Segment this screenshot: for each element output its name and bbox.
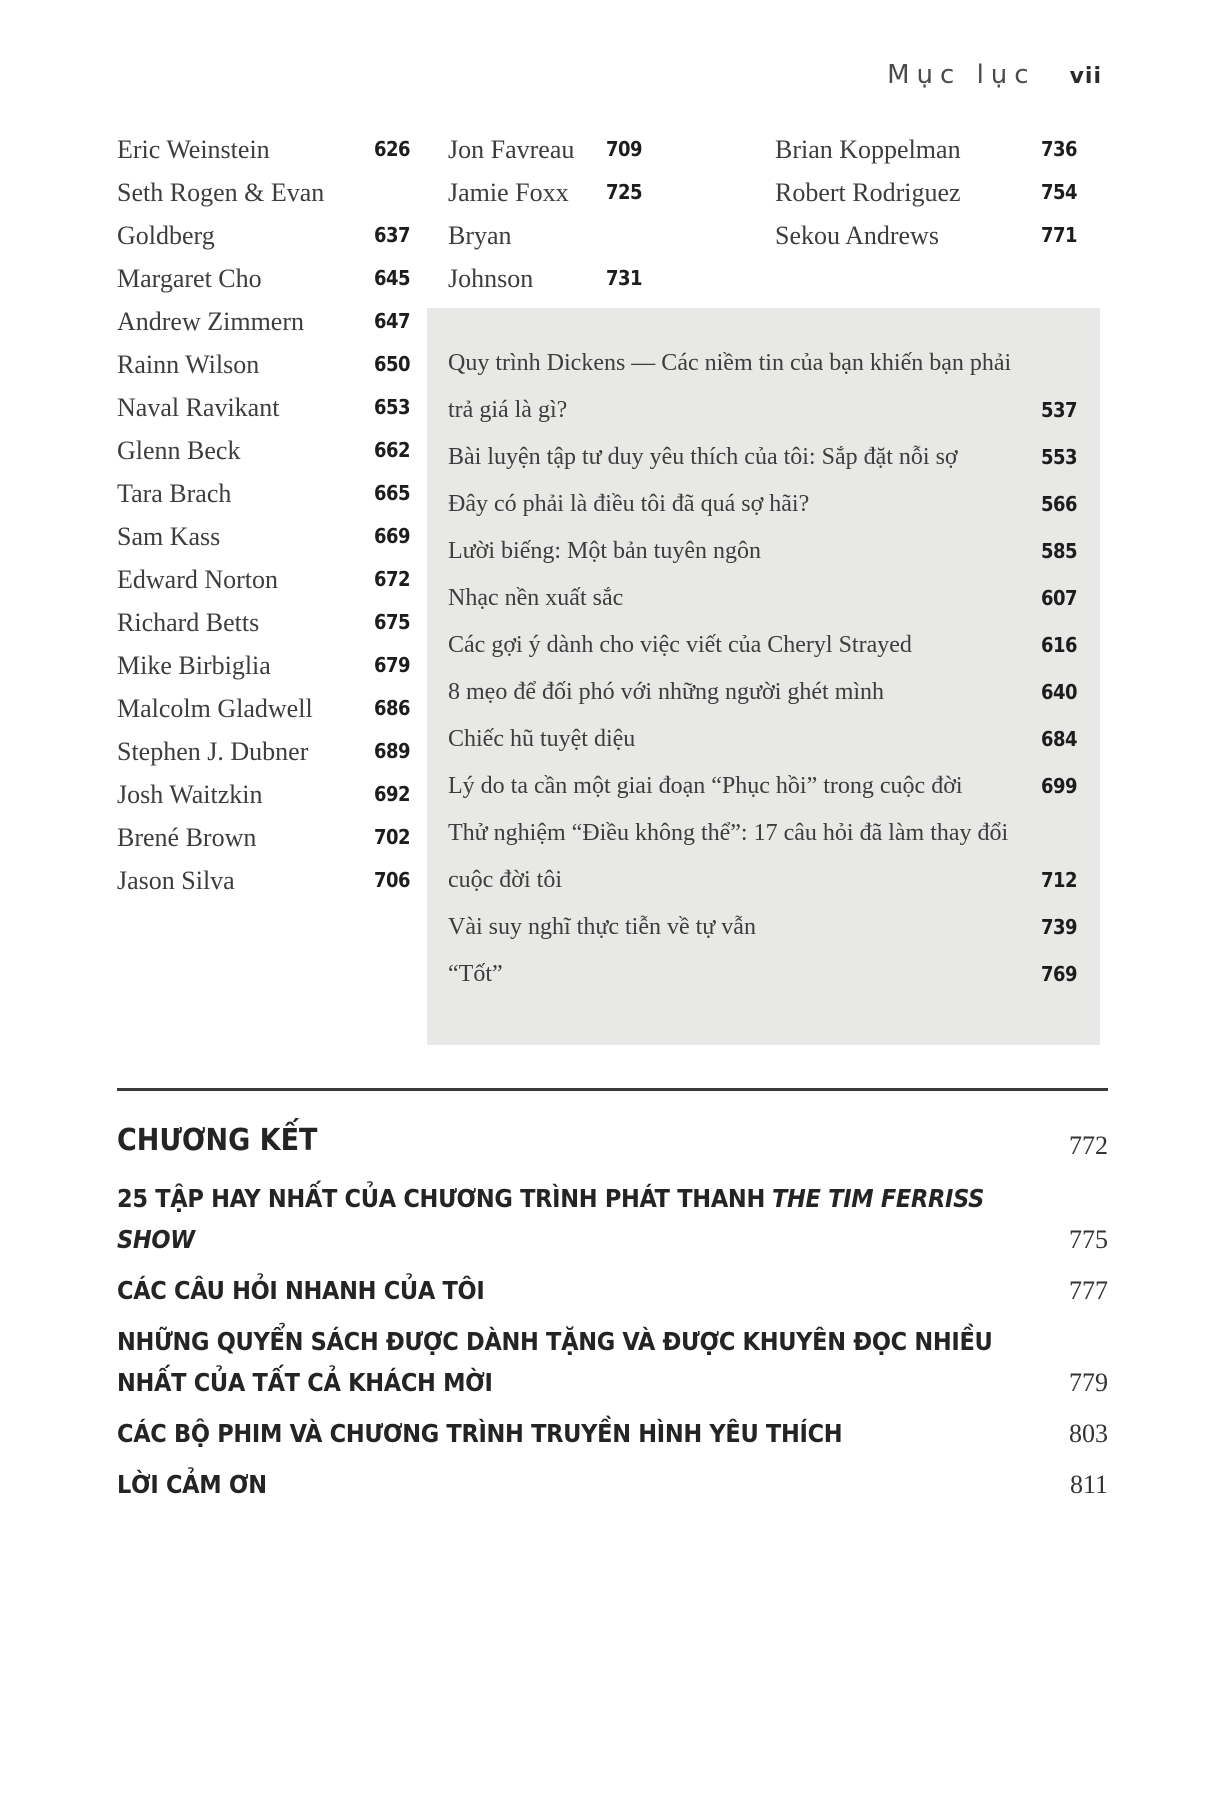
guest-name: Stephen J. Dubner	[117, 737, 309, 766]
page-number: 640	[1040, 680, 1077, 704]
toc-entry-row	[117, 687, 410, 730]
page-number: 675	[373, 610, 410, 634]
page-number: 672	[373, 567, 410, 591]
page-number: 684	[1040, 727, 1077, 751]
page-number: 777	[1069, 1276, 1108, 1305]
page-number: 669	[373, 524, 410, 548]
toc-entry-row	[117, 773, 410, 816]
essay-entry-row	[448, 810, 1077, 904]
essay-title: Nhạc nền xuất sắc	[448, 585, 624, 611]
toc-entry-row	[117, 257, 410, 300]
guest-name: Naval Ravikant	[117, 393, 280, 422]
page-number: 699	[1040, 774, 1077, 798]
back-matter-label: CÁC BỘ PHIM VÀ CHƯƠNG TRÌNH TRUYỀN HÌNH YÊU THÍCH	[117, 1419, 843, 1448]
page-number: 771	[1040, 223, 1077, 247]
guest-name: Bryan Johnson	[448, 221, 534, 293]
toc-entry-row	[448, 171, 642, 214]
page-number: 739	[1040, 915, 1077, 939]
page-number: 769	[1040, 962, 1077, 986]
essay-title: Lười biếng: Một bản tuyên ngôn	[448, 538, 761, 564]
guest-name: Jamie Foxx	[448, 178, 569, 207]
guest-name: Brené Brown	[117, 823, 257, 852]
essay-entry-row	[448, 716, 1077, 763]
page-number: 566	[1040, 492, 1077, 516]
essay-title: Các gợi ý dành cho việc viết của Cheryl Strayed	[448, 632, 912, 658]
toc-entry-row	[117, 730, 410, 773]
page-number: 811	[1069, 1470, 1108, 1499]
section-divider-rule	[117, 1088, 1108, 1091]
essay-title: Chiếc hũ tuyệt diệu	[448, 726, 636, 752]
toc-entry-row	[117, 429, 410, 472]
page-number: 647	[373, 309, 410, 333]
guest-list-middle-column	[448, 128, 642, 300]
guest-name: Eric Weinstein	[117, 135, 270, 164]
folio-page-number: vii	[1069, 64, 1102, 89]
essay-entry-row	[448, 904, 1077, 951]
page-number: 585	[1040, 539, 1077, 563]
guest-name: Brian Koppelman	[775, 135, 961, 164]
back-matter-label: NHỮNG QUYỂN SÁCH ĐƯỢC DÀNH TẶNG VÀ ĐƯỢC KHUYÊN ĐỌC NHIỀU NHẤT CỦA TẤT CẢ KHÁCH MỜI	[117, 1327, 993, 1397]
essay-entry-row	[448, 951, 1077, 998]
page-number: 689	[373, 739, 410, 763]
essay-entry-row	[448, 434, 1077, 481]
guest-name: Rainn Wilson	[117, 350, 260, 379]
section-title: Mục lục	[887, 60, 1036, 90]
guest-name: Sekou Andrews	[775, 221, 939, 250]
guest-name: Malcolm Gladwell	[117, 694, 313, 723]
toc-entry-row	[448, 214, 642, 300]
page-number: 637	[373, 223, 410, 247]
essay-title: Thử nghiệm “Điều không thể”: 17 câu hỏi đã làm thay đổi cuộc đời tôi	[448, 820, 1009, 893]
toc-entry-row	[117, 386, 410, 429]
essay-entry-row	[448, 340, 1077, 434]
page-number: 736	[1040, 137, 1077, 161]
page-number: 779	[1069, 1368, 1108, 1397]
back-matter-row	[117, 1321, 1108, 1403]
back-matter-row	[117, 1413, 1108, 1454]
page-number: 645	[373, 266, 410, 290]
toc-entry-row	[117, 343, 410, 386]
guest-name: Margaret Cho	[117, 264, 262, 293]
guest-name: Andrew Zimmern	[117, 307, 305, 336]
back-matter-label: LỜI CẢM ƠN	[117, 1470, 267, 1499]
essay-title: Đây có phải là điều tôi đã quá sợ hãi?	[448, 491, 810, 517]
essay-title: Quy trình Dickens — Các niềm tin của bạn khiến bạn phải trả giá là gì?	[448, 350, 1012, 423]
page-number: 626	[373, 137, 410, 161]
page-number: 709	[605, 137, 642, 161]
essay-title: 8 mẹo để đối phó với những người ghét mình	[448, 679, 885, 705]
toc-entry-row	[117, 644, 410, 687]
toc-entry-row	[117, 558, 410, 601]
toc-entry-row	[117, 171, 410, 257]
essay-title: Lý do ta cần một giai đoạn “Phục hồi” trong cuộc đời	[448, 773, 963, 799]
essay-entry-row	[448, 481, 1077, 528]
page-number: 662	[373, 438, 410, 462]
guest-name: Jason Silva	[117, 866, 235, 895]
toc-entry-row	[117, 472, 410, 515]
back-matter-label-italic: THE TIM FERRISS SHOW	[117, 1184, 985, 1254]
page-number: 692	[373, 782, 410, 806]
essay-entry-row	[448, 763, 1077, 810]
page-number: 725	[605, 180, 642, 204]
toc-entry-row	[775, 214, 1077, 257]
guest-list-right-column	[775, 128, 1077, 257]
page-number: 731	[605, 266, 642, 290]
page-number: 686	[373, 696, 410, 720]
essay-entry-row	[448, 622, 1077, 669]
page-number: 803	[1069, 1419, 1108, 1448]
back-matter-row	[117, 1464, 1108, 1505]
guest-name: Edward Norton	[117, 565, 279, 594]
toc-entry-row	[448, 128, 642, 171]
page-number: 653	[373, 395, 410, 419]
page-number: 775	[1069, 1225, 1108, 1254]
guest-name: Glenn Beck	[117, 436, 241, 465]
essay-highlight-box	[427, 308, 1100, 1045]
guest-name: Tara Brach	[117, 479, 232, 508]
guest-name: Mike Birbiglia	[117, 651, 271, 680]
page-number: 616	[1040, 633, 1077, 657]
page-number: 607	[1040, 586, 1077, 610]
page-number: 702	[373, 825, 410, 849]
toc-entry-row	[117, 128, 410, 171]
toc-entry-row	[117, 300, 410, 343]
toc-entry-row	[117, 816, 410, 859]
essay-entry-row	[448, 669, 1077, 716]
page-number: 679	[373, 653, 410, 677]
toc-entry-row	[775, 171, 1077, 214]
essay-title: Vài suy nghĩ thực tiễn về tự vẫn	[448, 914, 756, 940]
toc-entry-row	[117, 859, 410, 902]
essay-title: Bài luyện tập tư duy yêu thích của tôi: Sắp đặt nỗi sợ	[448, 444, 958, 470]
back-matter-row	[117, 1178, 1108, 1260]
essay-entry-row	[448, 528, 1077, 575]
guest-list-left-column	[117, 128, 410, 902]
page-number: 706	[373, 868, 410, 892]
back-matter-row	[117, 1116, 1108, 1166]
back-matter-list	[117, 1116, 1108, 1515]
page-number: 650	[373, 352, 410, 376]
page-number: 553	[1040, 445, 1077, 469]
back-matter-label: CÁC CÂU HỎI NHANH CỦA TÔI	[117, 1276, 485, 1305]
page-number: 537	[1040, 398, 1077, 422]
guest-name: Seth Rogen & Evan Goldberg	[117, 178, 325, 250]
toc-entry-row	[775, 128, 1077, 171]
page-number: 665	[373, 481, 410, 505]
back-matter-label: CHƯƠNG KẾT	[117, 1123, 318, 1158]
guest-name: Robert Rodriguez	[775, 178, 961, 207]
guest-name: Jon Favreau	[448, 135, 575, 164]
page-header	[887, 60, 1102, 90]
page-number: 712	[1040, 868, 1077, 892]
guest-name: Richard Betts	[117, 608, 260, 637]
essay-entry-row	[448, 575, 1077, 622]
page-number: 754	[1040, 180, 1077, 204]
guest-name: Josh Waitzkin	[117, 780, 263, 809]
back-matter-row	[117, 1270, 1108, 1311]
back-matter-label: 25 TẬP HAY NHẤT CỦA CHƯƠNG TRÌNH PHÁT THANH THE TIM FERRISS SHOW	[117, 1184, 985, 1254]
guest-name: Sam Kass	[117, 522, 221, 551]
page-number: 772	[1069, 1131, 1108, 1160]
essay-title: “Tốt”	[448, 961, 503, 987]
toc-entry-row	[117, 601, 410, 644]
toc-entry-row	[117, 515, 410, 558]
